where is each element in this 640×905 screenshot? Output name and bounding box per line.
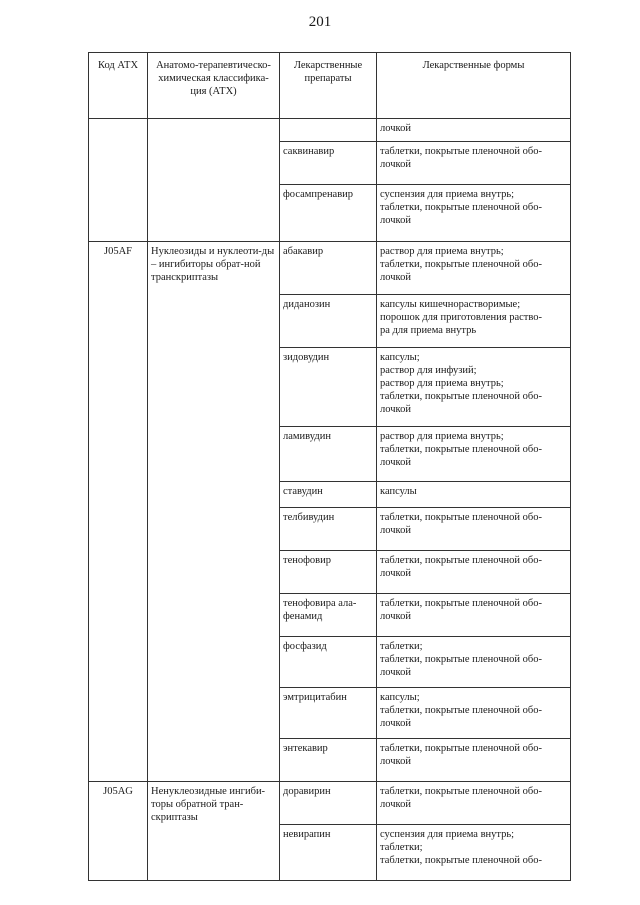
dosage-form-line: таблетки, покрытые пленочной обо- — [380, 705, 542, 716]
dosage-form-line: таблетки, покрытые пленочной обо- — [380, 512, 542, 523]
dosage-forms-cell — [377, 825, 571, 881]
dosage-form-line: капсулы кишечнорастворимые; — [380, 299, 521, 310]
dosage-form-line: раствор для приема внутрь; — [380, 246, 504, 257]
dosage-forms-cell — [377, 348, 571, 427]
drug-name-cell — [280, 119, 377, 142]
dosage-forms-cell — [377, 508, 571, 551]
dosage-form-line: раствор для инфузий; — [380, 365, 477, 376]
drug-name-cell: абакавир — [280, 242, 377, 295]
dosage-forms-cell — [377, 119, 571, 142]
dosage-form-line: таблетки, покрытые пленочной обо- — [380, 555, 542, 566]
drug-name-cell: тенофовира ала-фенамид — [280, 594, 377, 637]
dosage-form-line: таблетки, покрытые пленочной обо- — [380, 146, 542, 157]
dosage-form-line: лочкой — [380, 123, 411, 134]
dosage-form-line: капсулы; — [380, 352, 420, 363]
table-row — [89, 242, 571, 295]
dosage-form-line: таблетки, покрытые пленочной обо- — [380, 259, 542, 270]
drug-name-cell: саквинавир — [280, 142, 377, 185]
drug-name-cell: невирапин — [280, 825, 377, 881]
dosage-form-line: лочкой — [380, 457, 411, 468]
header-drugs: Лекарственные препараты — [280, 53, 377, 119]
drug-name-cell: тенофовир — [280, 551, 377, 594]
table-header-row — [89, 53, 571, 119]
dosage-form-line: таблетки, покрытые пленочной обо- — [380, 598, 542, 609]
atx-code-cell — [89, 119, 148, 242]
header-classification: Анатомо-терапевтическо-химическая классифика-ция (АТХ) — [148, 53, 280, 119]
dosage-form-line: лочкой — [380, 799, 411, 810]
dosage-form-line: лочкой — [380, 159, 411, 170]
drug-name-cell: ламивудин — [280, 427, 377, 482]
dosage-forms-cell — [377, 427, 571, 482]
dosage-forms-cell — [377, 782, 571, 825]
header-code: Код АТХ — [89, 53, 148, 119]
dosage-form-line: лочкой — [380, 611, 411, 622]
dosage-form-line: таблетки, покрытые пленочной обо- — [380, 654, 542, 665]
dosage-forms-cell — [377, 482, 571, 508]
dosage-form-line: лочкой — [380, 718, 411, 729]
dosage-forms-cell — [377, 688, 571, 739]
dosage-form-line: лочкой — [380, 568, 411, 579]
atx-code-cell: J05AG — [89, 782, 148, 881]
drug-name-cell: фосампренавир — [280, 185, 377, 242]
dosage-form-line: суспензия для приема внутрь; — [380, 829, 515, 840]
dosage-form-line: порошок для приготовления раство- — [380, 312, 543, 323]
drug-name-cell: диданозин — [280, 295, 377, 348]
dosage-form-line: лочкой — [380, 272, 411, 283]
dosage-forms-cell — [377, 242, 571, 295]
drug-name-cell: зидовудин — [280, 348, 377, 427]
atx-code-cell: J05AF — [89, 242, 148, 782]
dosage-form-line: таблетки, покрытые пленочной обо- — [380, 786, 542, 797]
dosage-forms-cell — [377, 739, 571, 782]
dosage-form-line: таблетки, покрытые пленочной обо- — [380, 743, 542, 754]
table-row — [89, 782, 571, 825]
dosage-forms-cell — [377, 295, 571, 348]
dosage-form-line: капсулы; — [380, 692, 420, 703]
drug-name-cell: ставудин — [280, 482, 377, 508]
dosage-forms-cell — [377, 637, 571, 688]
dosage-form-line: раствор для приема внутрь; — [380, 431, 504, 442]
dosage-form-line: таблетки, покрытые пленочной обо- — [380, 391, 542, 402]
dosage-form-line: раствор для приема внутрь; — [380, 378, 504, 389]
header-forms: Лекарственные формы — [377, 53, 571, 119]
atx-drug-table — [88, 52, 571, 881]
dosage-form-line: таблетки, покрытые пленочной обо- — [380, 444, 542, 455]
dosage-forms-cell — [377, 551, 571, 594]
dosage-form-line: ра для приема внутрь — [380, 325, 477, 336]
dosage-form-line: таблетки, покрытые пленочной обо- — [380, 202, 542, 213]
drug-name-cell: фосфазид — [280, 637, 377, 688]
dosage-form-line: лочкой — [380, 756, 411, 767]
dosage-form-line: таблетки; — [380, 641, 423, 652]
drug-name-cell: эмтрицитабин — [280, 688, 377, 739]
dosage-forms-cell — [377, 594, 571, 637]
dosage-form-line: лочкой — [380, 667, 411, 678]
dosage-forms-cell — [377, 185, 571, 242]
dosage-form-line: суспензия для приема внутрь; — [380, 189, 515, 200]
drug-name-cell: доравирин — [280, 782, 377, 825]
atx-classification-cell: Ненуклеозидные ингиби-торы обратной тран-скриптазы — [148, 782, 280, 881]
atx-classification-cell — [148, 119, 280, 242]
drug-name-cell: энтекавир — [280, 739, 377, 782]
table-body — [89, 119, 571, 881]
dosage-forms-cell — [377, 142, 571, 185]
dosage-form-line: таблетки, покрытые пленочной обо- — [380, 855, 542, 866]
dosage-form-line: капсулы — [380, 486, 417, 497]
dosage-form-line: лочкой — [380, 525, 411, 536]
page-number: 201 — [308, 14, 332, 30]
table-row — [89, 119, 571, 142]
dosage-form-line: лочкой — [380, 404, 411, 415]
dosage-form-line: лочкой — [380, 215, 411, 226]
dosage-form-line: таблетки; — [380, 842, 423, 853]
atx-classification-cell: Нуклеозиды и нуклеоти-ды – ингибиторы обрат-ной транскриптазы — [148, 242, 280, 782]
drug-name-cell: телбивудин — [280, 508, 377, 551]
